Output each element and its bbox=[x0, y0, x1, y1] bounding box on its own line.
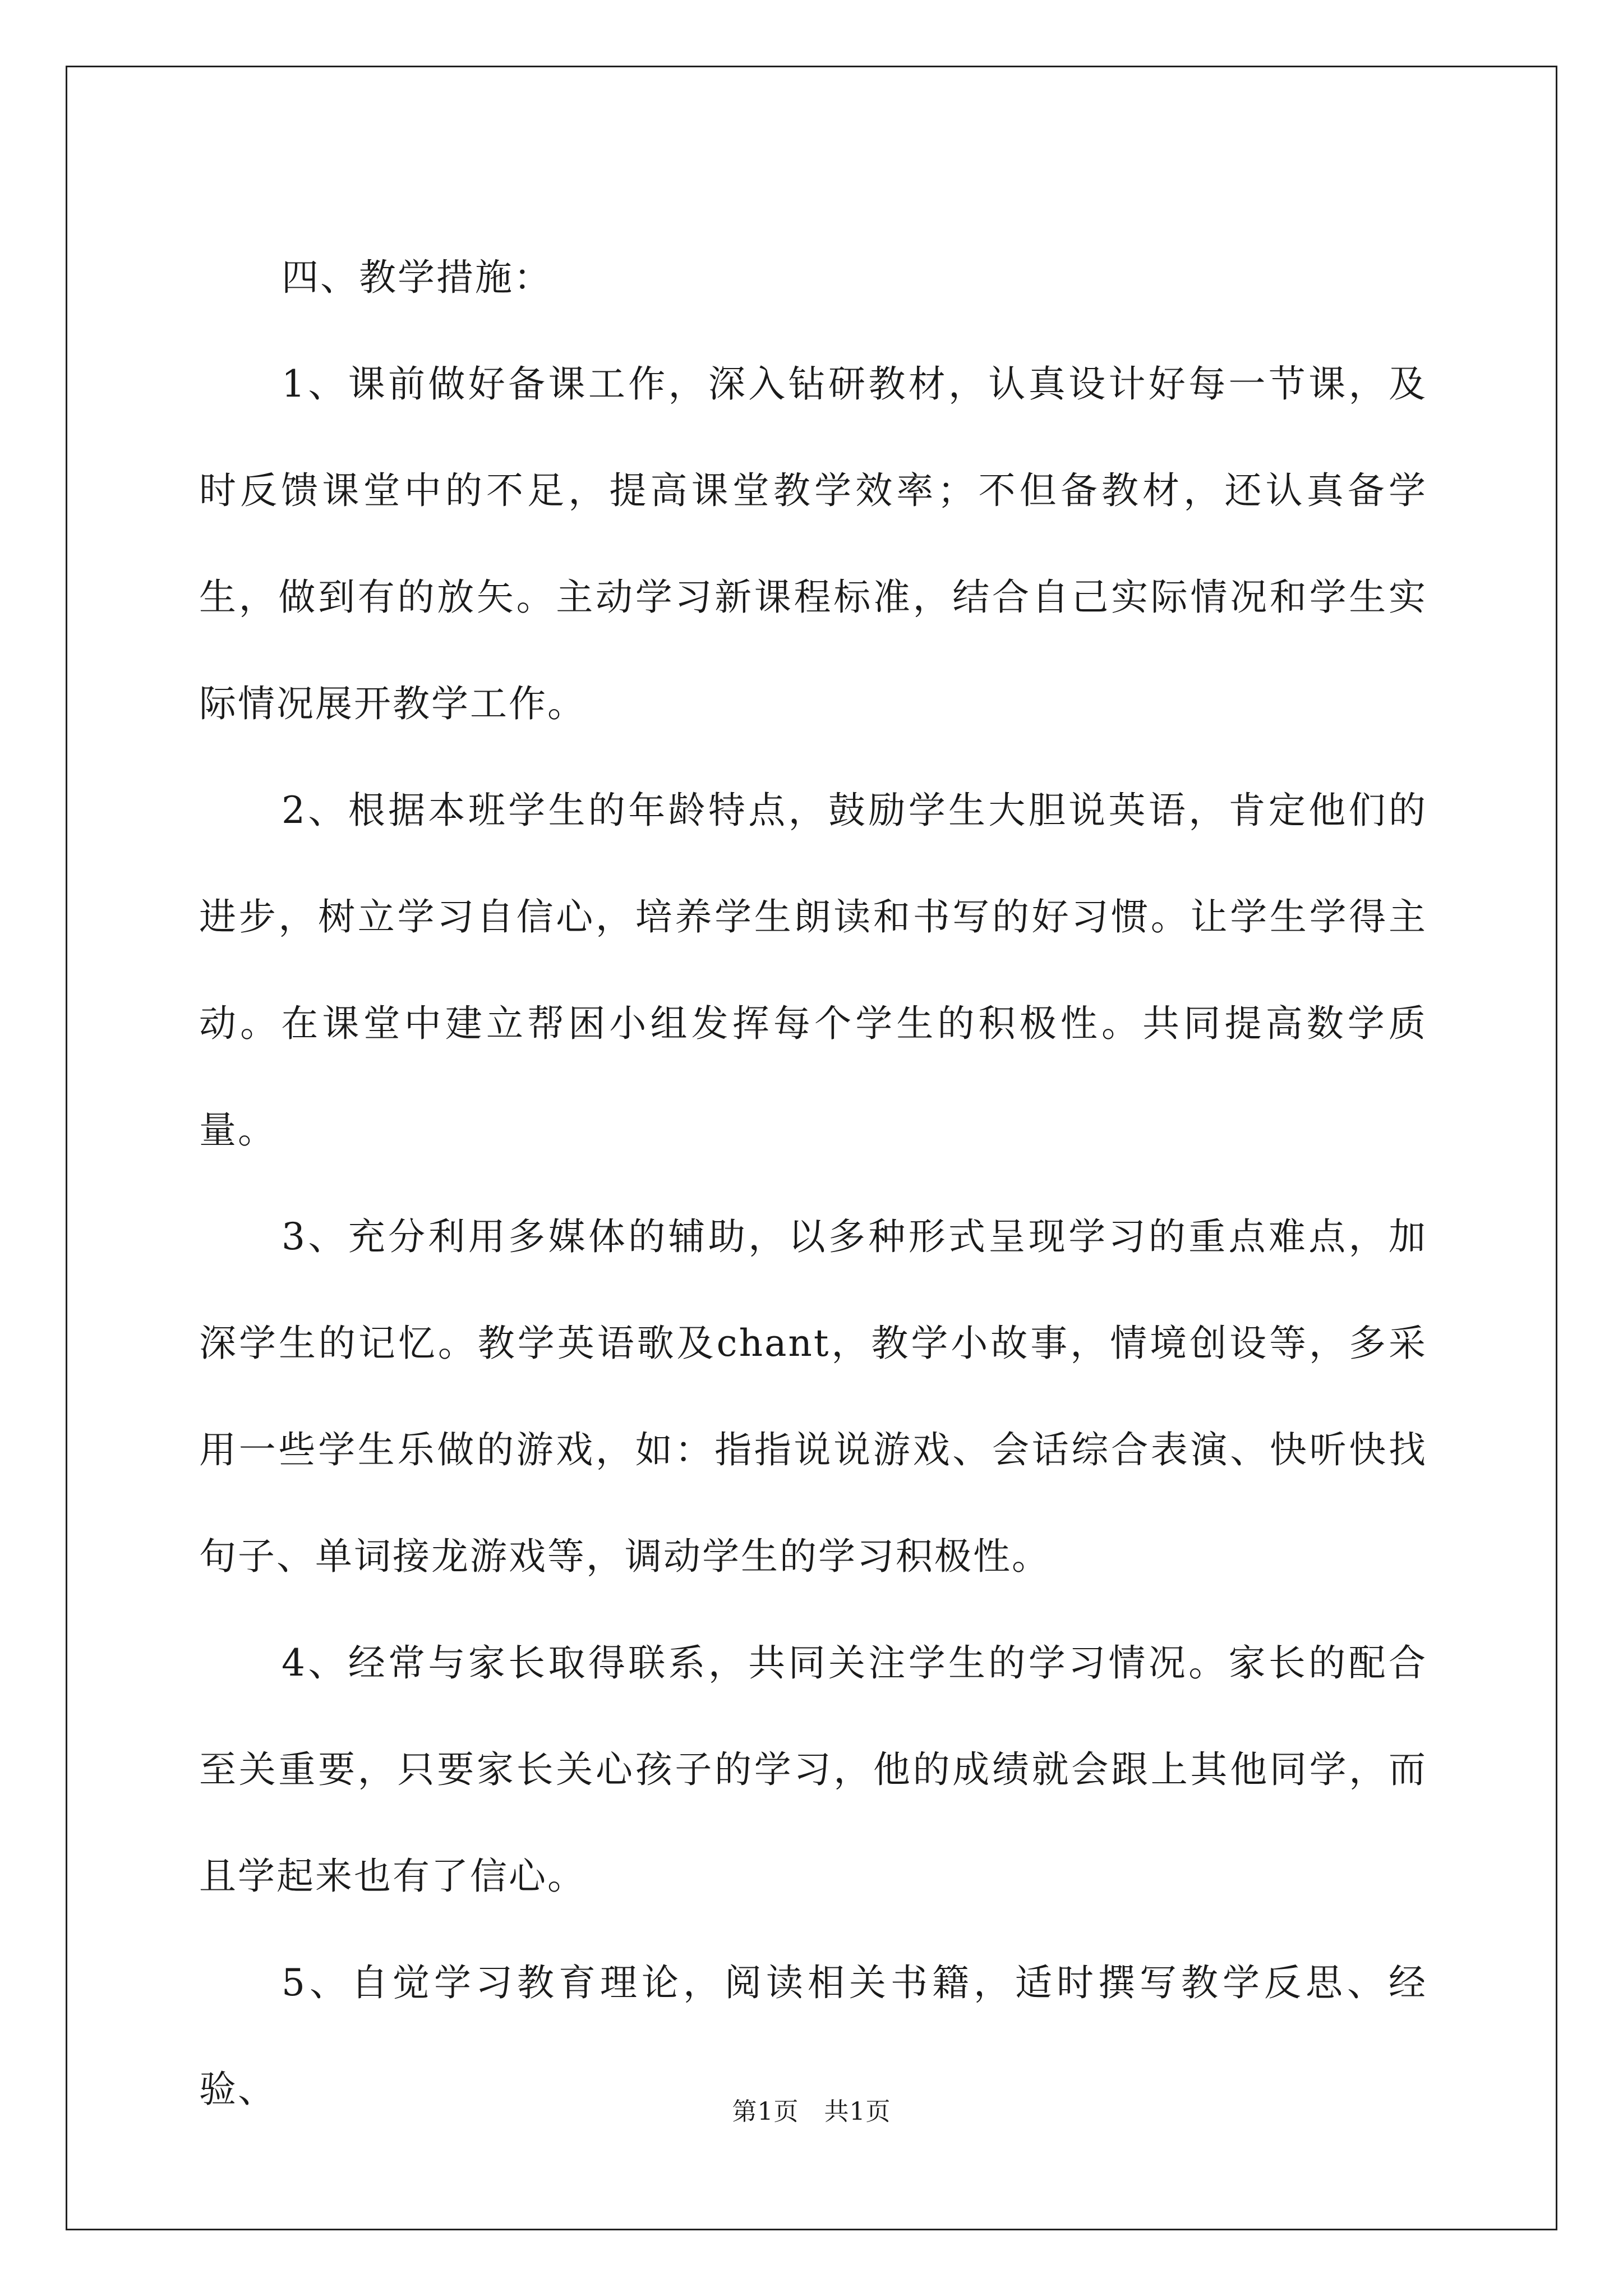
paragraph-4: 4、经常与家长取得联系，共同关注学生的学习情况。家长的配合至关重要，只要家长关心孩子的学习，他的成绩就会跟上其他同学，而且学起来也有了信心。 bbox=[199, 1641, 1427, 1898]
paragraph-2: 2、根据本班学生的年龄特点，鼓励学生大胆说英语，肯定他们的进步，树立学习自信心，培养学生朗读和书写的好习惯。让学生学得主动。在课堂中建立帮困小组发挥每个学生的积极性。共同提高数学质量。 bbox=[199, 789, 1427, 1152]
document-body bbox=[199, 224, 1427, 2143]
section-heading: 四、教学措施： bbox=[282, 256, 552, 299]
paragraph-5: 5、自觉学习教育理论，阅读相关书籍，适时撰写教学反思、经验、 bbox=[199, 1961, 1427, 2111]
paragraph-3: 3、充分利用多媒体的辅助，以多种形式呈现学习的重点难点，加深学生的记忆。教学英语歌及chant，教学小故事，情境创设等，多采用一些学生乐做的游戏，如：指指说说游戏、会话综合表演、快听快找句子、单词接龙游戏等，调动学生的学习积极性。 bbox=[199, 1215, 1427, 1578]
paragraph-1: 1、课前做好备课工作，深入钻研教材，认真设计好每一节课，及时反馈课堂中的不足，提高课堂教学效率；不但备教材，还认真备学生，做到有的放矢。主动学习新课程标准，结合自己实际情况和学生实际情况展开教学工作。 bbox=[199, 362, 1427, 725]
page-number-footer: 第1页 共1页 bbox=[732, 2097, 891, 2126]
